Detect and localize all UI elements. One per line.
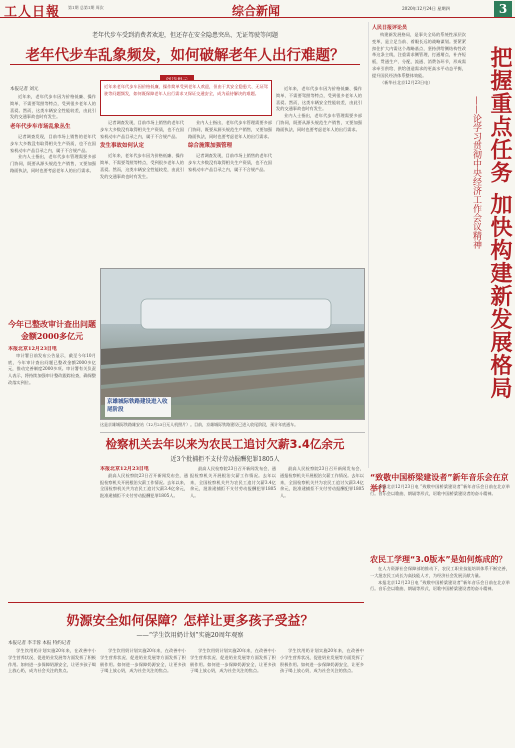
milk-body: 学生饮用奶计划实施20年来，在改善中小学生营养状况、促进奶业发展等方面发挥了积极作用。如何进一步保障奶源安全，让更多孩子喝上放心奶，成为社会关注的焦点。 <box>190 648 276 674</box>
wage-column-1 <box>100 466 188 590</box>
lead-column-1 <box>10 94 96 314</box>
section-title: 综合新闻 <box>232 4 281 18</box>
commentary-footer: （新华社北京12月23日电） <box>380 79 433 85</box>
reading-tip-box <box>100 80 272 116</box>
wage-subheadline: 近3个批捕拒不支付劳动报酬犯罪1805人 <box>170 456 280 463</box>
milk-column-4 <box>280 648 364 744</box>
lead-paragraph: 记者调查发现，目前市场上销售的老年代步车大多数没有取得相关生产资质，也不在国家机动车产品目录之内，属于不合规产品。 <box>188 153 272 172</box>
milk-body: 学生饮用奶计划实施20年来，在改善中小学生营养状况、促进奶业发展等方面发挥了积极作用。如何进一步保障奶源安全，让更多孩子喝上放心奶，成为社会关注的焦点。 <box>8 648 96 674</box>
railway-station-photo <box>100 268 365 420</box>
photo-caption: 这是京雄城际铁路雄安站（12月23日无人机照片）。目前，京雄城际铁路建设已进入收尾阶段，预计年底通车。 <box>100 422 299 427</box>
lead-column-4 <box>276 86 362 266</box>
milk-column-2 <box>100 648 186 744</box>
lead-paragraph: 记者调查发现，目前市场上销售的老年代步车大多数没有取得相关生产资质，也不在国家机动车产品目录之内，属于不合规产品。 <box>10 133 96 153</box>
lead-paragraph: 业内人士指出，老年代步车管理需要多部门协同，既要从源头规范生产销售，又要加强路面执法，同时也要考虑老年人的出行需求。 <box>188 120 272 139</box>
lead-subhead: 综合施策加强管理 <box>188 143 233 150</box>
page-number: 3 <box>494 1 512 17</box>
lead-kicker: 老年代步车受到消费者欢迎，但还存在安全隐患突出、无证驾驶等问题 <box>91 32 278 39</box>
wage-column-2 <box>190 466 276 590</box>
lead-paragraph: 业内人士指出，老年代步车管理需要多部门协同，既要从源头规范生产销售，又要加强路面执法，同时也要考虑老年人的出行需求。 <box>276 113 362 132</box>
training-body: 在人力资源社会保障部的推动下，农民工职业技能培训体系不断完善，一大批农民工成长为高技能人才，为经济社会发展贡献力量。 <box>370 566 510 578</box>
milk-column-1 <box>8 648 96 744</box>
divider <box>100 432 365 433</box>
wage-dateline: 本报北京12月23日电 <box>100 466 149 472</box>
milk-subheadline: ——“学生饮用奶计划”实施20周年观察 <box>136 632 244 639</box>
concert-body: 本报北京12月23日电 “致敬中国桥梁建设者”新年音乐会日前在北京举行。音乐会以歌曲、朗诵等形式，讴歌中国桥梁建设者的奋斗精神。 <box>370 484 510 496</box>
audit-headline: 今年已整改审计查出问题金额2000多亿元 <box>8 319 96 341</box>
training-headline: 农民工学理“3.0版本”是如何炼成的？ <box>370 555 507 564</box>
milk-headline: 奶源安全如何保障？怎样让更多孩子受益？ <box>66 614 314 629</box>
headline-rule <box>10 64 360 65</box>
lead-paragraph: 近年来，老年代步车因为价格低廉、操作简单、不需要驾照等特点，受到很多老年人的喜爱。然而，这类车辆安全性能较差，由此引发的交通事故也时有发生。 <box>100 153 184 179</box>
milk-body: 学生饮用奶计划实施20年来，在改善中小学生营养状况、促进奶业发展等方面发挥了积极作用。如何进一步保障奶源安全，让更多孩子喝上放心奶，成为社会关注的焦点。 <box>100 648 186 674</box>
wage-body: 最高人民检察院23日召开新闻发布会，通报检察机关开展根治欠薪工作情况。去年以来，全国检察机关共为农民工追讨欠薪3.4亿余元，批准逮捕拒不支付劳动报酬犯罪1805人。 <box>280 466 364 499</box>
newspaper-logo: 工人日報 <box>4 5 61 20</box>
training-story <box>370 566 510 742</box>
lead-column-3 <box>188 120 272 266</box>
masthead-subline: 第1期 总第1期 周次 <box>68 5 104 10</box>
milk-byline: 本报记者 李丰蓉 本报 特约记者 <box>8 641 71 646</box>
lead-headline: 老年代步车乱象频发，如何破解老年人出行难题？ <box>25 48 345 64</box>
photo-caption-box: 京雄城际铁路建设进入收尾阶段 <box>105 397 171 417</box>
lead-column-2 <box>100 120 184 266</box>
wage-column-3 <box>280 466 364 590</box>
wage-body: 最高人民检察院23日召开新闻发布会，通报检察机关开展根治欠薪工作情况。去年以来，全国检察机关共为农民工追讨欠薪3.4亿余元，批准逮捕拒不支付劳动报酬犯罪1805人。 <box>190 466 276 499</box>
issue-date: 2020年12月24日 星期四 <box>402 6 450 11</box>
lead-paragraph: 记者调查发现，目前市场上销售的老年代步车大多数没有取得相关生产资质，也不在国家机动车产品目录之内，属于不合规产品。 <box>100 120 184 139</box>
audit-story <box>8 346 96 596</box>
lead-paragraph: 近年来，老年代步车因为价格低廉、操作简单、不需要驾照等特点，受到很多老年人的喜爱。然而，这类车辆安全性能较差，由此引发的交通事故也时有发生。 <box>276 86 362 112</box>
lead-byline: 本报记者 刘元 <box>10 87 39 92</box>
wage-body: 最高人民检察院23日召开新闻发布会，通报检察机关开展根治欠薪工作情况。去年以来，全国检察机关共为农民工追讨欠薪3.4亿余元，批准逮捕拒不支付劳动报酬犯罪1805人。 <box>100 472 188 499</box>
training-body: 本报北京12月23日电 “致敬中国桥梁建设者”新年音乐会日前在北京举行。音乐会以歌曲、朗诵等形式，讴歌中国桥梁建设者的奋斗精神。 <box>370 579 510 592</box>
concert-headline: “致敬中国桥梁建设者”新年音乐会在京举行 <box>370 473 509 493</box>
lead-subhead: 发生事故如何认定 <box>100 143 145 150</box>
lead-paragraph: 业内人士指出，老年代步车管理需要多部门协同，既要从源头规范生产销售，又要加强路面执法，同时也要考虑老年人的出行需求。 <box>10 154 96 173</box>
commentary-vertical-title: 把握重点任务 加快构建新发展格局 <box>487 46 512 400</box>
commentary-body <box>372 32 466 460</box>
commentary-label: 人民日报评论员 <box>372 25 408 31</box>
commentary-paragraph: 构建新发展格局，是事关全局的系统性深层次变革，是立足当前、着眼长远的战略谋划。要紧紧扣住扩大内需这个战略基点，坚持供给侧结构性改革这条主线，注重需求侧管理，打通堵点，补齐短板，贯通生产、分配、流通、消费各环节，形成需求牵引供给、供给创造需求的更高水平动态平衡，提升国民经济体系整体效能。 <box>372 32 466 78</box>
milk-column-3 <box>190 648 276 744</box>
milk-body: 学生饮用奶计划实施20年来，在改善中小学生营养状况、促进奶业发展等方面发挥了积极作用。如何进一步保障奶源安全，让更多孩子喝上放心奶，成为社会关注的焦点。 <box>280 648 364 674</box>
wage-headline: 检察机关去年以来为农民工追讨欠薪3.4亿余元 <box>105 437 345 451</box>
bottom-rule <box>8 602 364 603</box>
lead-subhead: 老年代步车市场乱象丛生 <box>10 124 71 131</box>
audit-body: 审计署日前发布公告显示，截至今年10月底，今年审计查出问题已整改金额2000多亿元，推动完善制度2000多项。审计署有关负责人表示，将持续加强审计整改跟踪检查，确保整改落实到位。 <box>8 352 96 385</box>
lead-paragraph: 近年来，老年代步车因为价格低廉、操作简单、不需要驾照等特点，受到很多老年人的喜爱。然而，这类车辆安全性能较差，由此引发的交通事故也时有发生。 <box>10 94 96 120</box>
concert-story <box>370 484 510 550</box>
commentary-vertical-subtitle: ——论学习贯彻中央经济工作会议精神 <box>471 96 481 249</box>
reading-tip-text: 近年来老年代步车因价格低廉、操作简单受到老年人欢迎，但由于其安全隐患大、无证驾驶等问题频发，如何既保障老年人出行需求又保证交通安全，成为亟待解决的难题。 <box>104 84 268 96</box>
audit-dateline: 本报北京12月23日电 <box>8 346 57 352</box>
